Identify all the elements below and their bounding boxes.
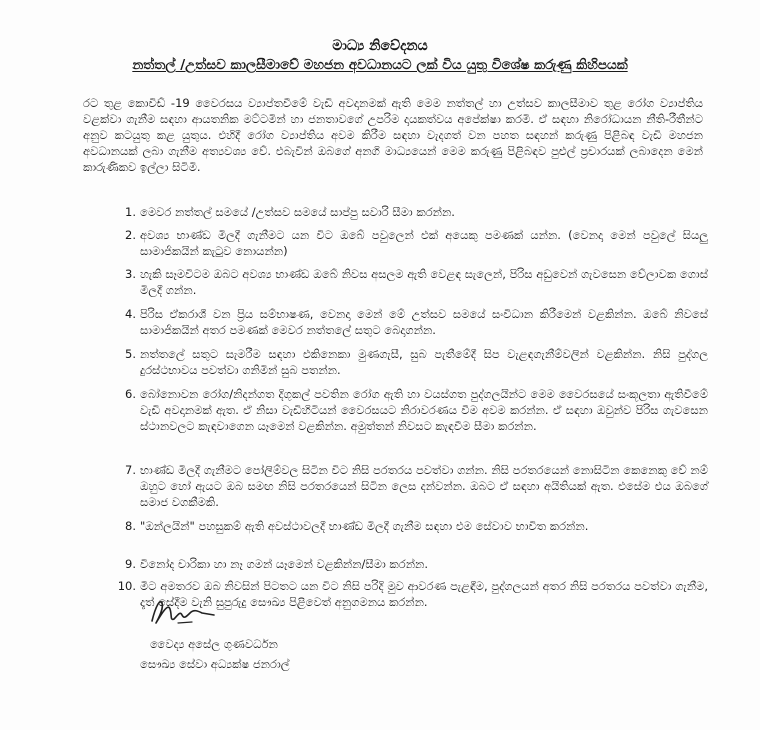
item-number: 3. <box>125 267 136 281</box>
item-text: "ඔන්ලයින්" පහසුකම් ඇති අවස්ථාවලදී භාණ්ඩ මිලදී ගැනීම සඳහා එම සේවාව භාවිත කරන්න. <box>140 519 589 533</box>
item-number: 4. <box>125 307 136 321</box>
document-title: මාධ්‍ය නිවේදනය <box>332 38 428 54</box>
item-number: 7. <box>125 463 136 477</box>
item-number: 1. <box>125 205 136 219</box>
document-subtitle: නත්තල් /උත්සව කාලසීමාවේ මහජන අවධානයට ලක් විය යුතු විශේෂ කරුණු කිහිපයක් <box>132 57 628 73</box>
item-number: 5. <box>125 347 136 361</box>
item-number: 2. <box>125 228 136 242</box>
item-text: මීට අමතරව ඔබ නිවසින් පිටතට යන විට නිසි පරිදි මුව ආවරණ පැළඳීම, පුද්ගලයන් අතර නිසි පරතරය පවත්වා ගැනීම, දෑත් සේදීම වැනි සුපුරුදු සෞඛ්‍ය පිළිවෙත් අනුගමනය කරන්න. <box>140 579 708 609</box>
item-number: 10. <box>117 579 136 593</box>
item-number: 9. <box>125 557 136 571</box>
item-text: පිරිස ඒකරාශී වන ප්‍රිය සම්භාෂණ, වෙනදා මෙන් මේ උත්සව සමයේ සංවිධාන කිරීමෙන් වළකින්න. ඔබේ නිවසේ සාමාජිකයින් අතර පමණක් මෙවර නත්තලේ සතුට බෙදාගන්න. <box>140 307 708 337</box>
item-text: හැකි සෑමවිටම ඔබට අවශ්‍ය භාණ්ඩ ඔබේ නිවස අසලම ඇති වෙළඳ සැලෙන්, පිරිස අඩුවෙන් ගැවසෙන වේලාවක ගොස් මිලදී ගන්න. <box>140 267 708 297</box>
item-text: අවශ්‍ය භාණ්ඩ මිලදී ගැනීමට යන විට ඔබේ පවුලෙන් එක් අයෙකු පමණක් යන්න. (වෙනදා මෙන් පවුලේ සියලු සාමාජිකයින් කැටුව නොයන්න) <box>140 228 708 258</box>
signature-mark <box>148 595 218 629</box>
item-text: භාණ්ඩ මිලදී ගැනීමට පෝලිම්වල සිටින විට නිසි පරතරය පවත්වා ගන්න. නිසි පරතරයෙන් නොසිටින කෙනෙකු වේ නම් ඔහුට හෝ ඇයට ඔබ සමඟ නිසි පරතරයෙන් සිටින ලෙස දන්වන්න. ඔබට ඒ සඳහා අයිතියක් ඇත. එසේම එය ඔබගේ සමාජ වගකීමකි. <box>140 463 708 509</box>
item-number: 8. <box>125 519 136 533</box>
intro-paragraph: රට තුළ කොවිඩ් -19 වෛරසය ව්‍යාප්තවීමේ වැඩි අවදානමක් ඇති මෙම නත්තල් හා උත්සව කාලසීමාව තුළ රෝග ව්‍යාප්තිය වළක්වා ගැනීම සඳහා ආයතනික මට්ටමින් හා ජනතාවගේ උපරිම දායකත්වය අපේක්ෂා කරමි. ඒ සඳහා නිරෝධායන නීති-රීතීන්ට අනුව කටයුතු කළ යුතුය. එහිදී රෝග ව්‍යාප්තිය අවම කිරීම සඳහා වැදගත් වන පහත සඳහන් කරුණු පිළිබඳ වැඩි මහජන අවධානයක් ලබා ගැනීම අත්‍යවශ්‍ය වේ. එබැවින් ඔබගේ අනගි මාධ්‍යයෙන් මෙම කරුණු පිළිබඳව පුළුල් ප්‍රචාරයක් ලබාදෙන මෙන් කාරුණිකව ඉල්ලා සිටිමි. <box>83 96 703 174</box>
item-text: බෝනොවන රෝග/නිදන්ගත දිගුකල් පවතින රෝග ඇති හා වයස්ගත පුද්ගලයින්ට මෙම වෛරසයේ සංකූලතා ඇතිවීමේ වැඩි අවදානමක් ඇත. ඒ නිසා වැඩිහිටියන් වෛරසයට නිරාවරණය වීම අවම කරන්න. ඒ සඳහා ඔවුන්ව පිරිස ගැවසෙන ස්ථානවලට කැඳවාගෙන යෑමෙන් වළකින්න. අමුත්තන් නිවසට කැඳවීම සීමා කරන්න. <box>140 387 708 433</box>
signatory-title: සෞඛ්‍ය සේවා අධ්‍යක්ෂ ජනරාල් <box>140 657 290 671</box>
item-text: නත්තලේ සතුට සැමරීම සඳහා එකිනෙකා මුණගැසී, සුබ පැතීමේදී සිප වැළඳගැනීම්වලින් වළකින්න. නිසි පුද්ගල දුරස්ථභාවය පවත්වා ගනිමින් සුබ පතන්න. <box>140 347 708 377</box>
item-text: මෙවර නත්තල් සමයේ /උත්සව සමයේ සාප්පු සවාරි සීමා කරන්න. <box>140 205 455 219</box>
item-number: 6. <box>125 387 136 401</box>
signatory-name: වෛද්‍ය අසේල ගුණවර්ධන <box>150 637 278 651</box>
item-text: විනෝද චාරිකා හා නෑ ගමන් යෑමෙන් වළකින්න/සීමා කරන්න. <box>140 557 429 571</box>
